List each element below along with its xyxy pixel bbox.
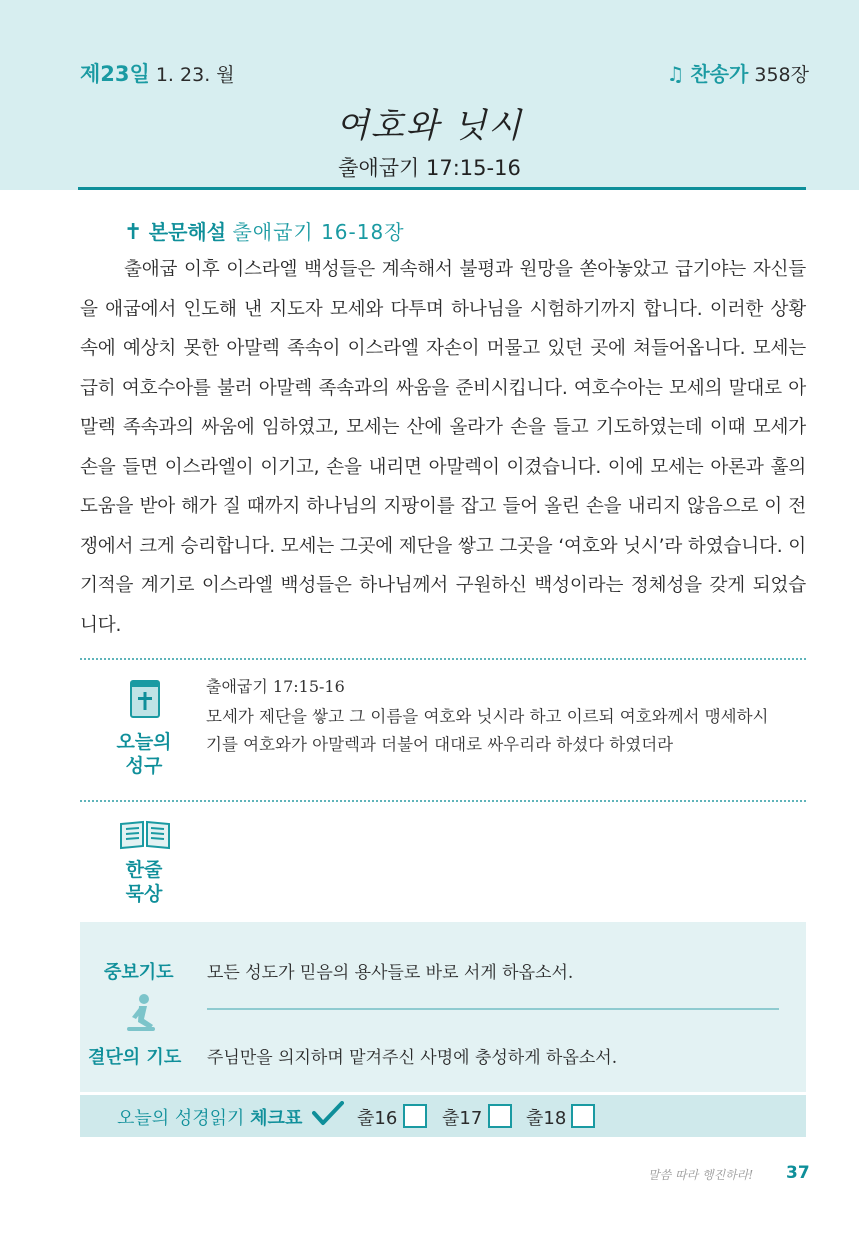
day-label: 제23일 [80,62,150,86]
reading-checkbox[interactable] [403,1104,427,1128]
today-verse-label-line1: 오늘의 [116,731,172,753]
day-date-line [80,58,235,88]
meditation-writing-area[interactable] [206,812,806,912]
reading-checkbox[interactable] [571,1104,595,1128]
reading-item-label: 출18 [526,1108,567,1129]
reading-item-label: 출16 [357,1108,398,1129]
page-number: 37 [786,1163,810,1183]
hymn-info [666,58,809,87]
verse-text: 모세가 제단을 쌓고 그 이름을 여호와 닛시라 하고 이르되 여호와께서 맹세하시기를 여호와가 아말렉과 더불어 대대로 싸우리라 하셨다 하였더라 [206,707,769,754]
commentary-reference: 출애굽기 16-18장 [232,220,405,244]
divider-dotted [80,658,806,660]
prayer-divider [207,1008,779,1010]
commentary-label: 본문해설 [148,220,227,244]
open-book-icon [118,818,172,852]
reading-item-label: 출17 [442,1108,483,1129]
commentary-body: 출애굽 이후 이스라엘 백성들은 계속해서 불평과 원망을 쏟아놓았고 급기야는 자신들을 애굽에서 인도해 낸 지도자 모세와 다투며 하나님을 시험하기까지 합니다. 이러한 상황 속에 예상치 못한 아말렉 족속이 이스라엘 자손이 머물고 있던 곳에 쳐들어옵니다. 모세는 급히 여호수아를 불러 아말렉 족속과의 싸움을 준비시킵니다. 여호수아는 모세의 말대로 아말렉 족속과의 싸움에 임하였고, 모세는 산에 올라가 손을 들고 기도하였는데 이때 모세가 손을 들면 이스라엘이 이기고, 손을 내리면 아말렉이 이겼습니다. 이에 모세는 아론과 훌의 도움을 받아 해가 질 때까지 하나님의 지팡이를 잡고 들어 올린 손을 내리지 않음으로 이 전쟁에서 크게 승리합니다. 모세는 그곳에 제단을 쌓고 그곳을 ‘여호와 닛시’라 하였습니다. 이 기적을 계기로 이스라엘 백성들은 하나님께서 구원하신 백성이라는 정체성을 갖게 되었습니다. [80,259,806,636]
intercession-text: 모든 성도가 믿음의 용사들로 바로 서게 하옵소서. [207,963,574,983]
today-verse-label-line2: 성구 [125,755,163,777]
commentary-heading [124,216,405,245]
hymn-number: 358장 [754,64,809,86]
hymn-label: 찬송가 [690,62,749,86]
intercession-label: 중보기도 [104,962,174,983]
resolution-label: 결단의 기도 [88,1047,182,1068]
checkmark-icon [312,1101,344,1127]
meditation-label-line1: 한줄 [125,859,163,881]
music-note-icon: ♫ [666,62,685,86]
reading-check-label [117,1104,302,1130]
meditation-label [94,858,194,906]
reading-check-label-bold: 체크표 [250,1108,303,1129]
divider-dotted [80,800,806,802]
page-subtitle: 출애굽기 17:15-16 [338,156,521,180]
verse-reference: 출애굽기 17:15-16 [206,677,345,696]
header-rule [78,187,806,190]
today-verse-label [94,730,194,778]
reading-check-label-text: 오늘의 성경읽기 [117,1108,245,1129]
date: 1. 23. 월 [155,64,235,86]
footer-slogan: 말씀 따라 행진하라! [648,1168,754,1182]
reading-checkbox[interactable] [488,1104,512,1128]
resolution-text: 주님만을 의지하며 맡겨주신 사명에 충성하게 하옵소서. [207,1048,618,1068]
meditation-label-line2: 묵상 [125,883,163,905]
praying-person-icon [124,992,158,1032]
cross-icon: ✝ [124,220,143,245]
bible-icon [130,680,160,718]
page-title: 여호와 닛시 [335,106,524,146]
